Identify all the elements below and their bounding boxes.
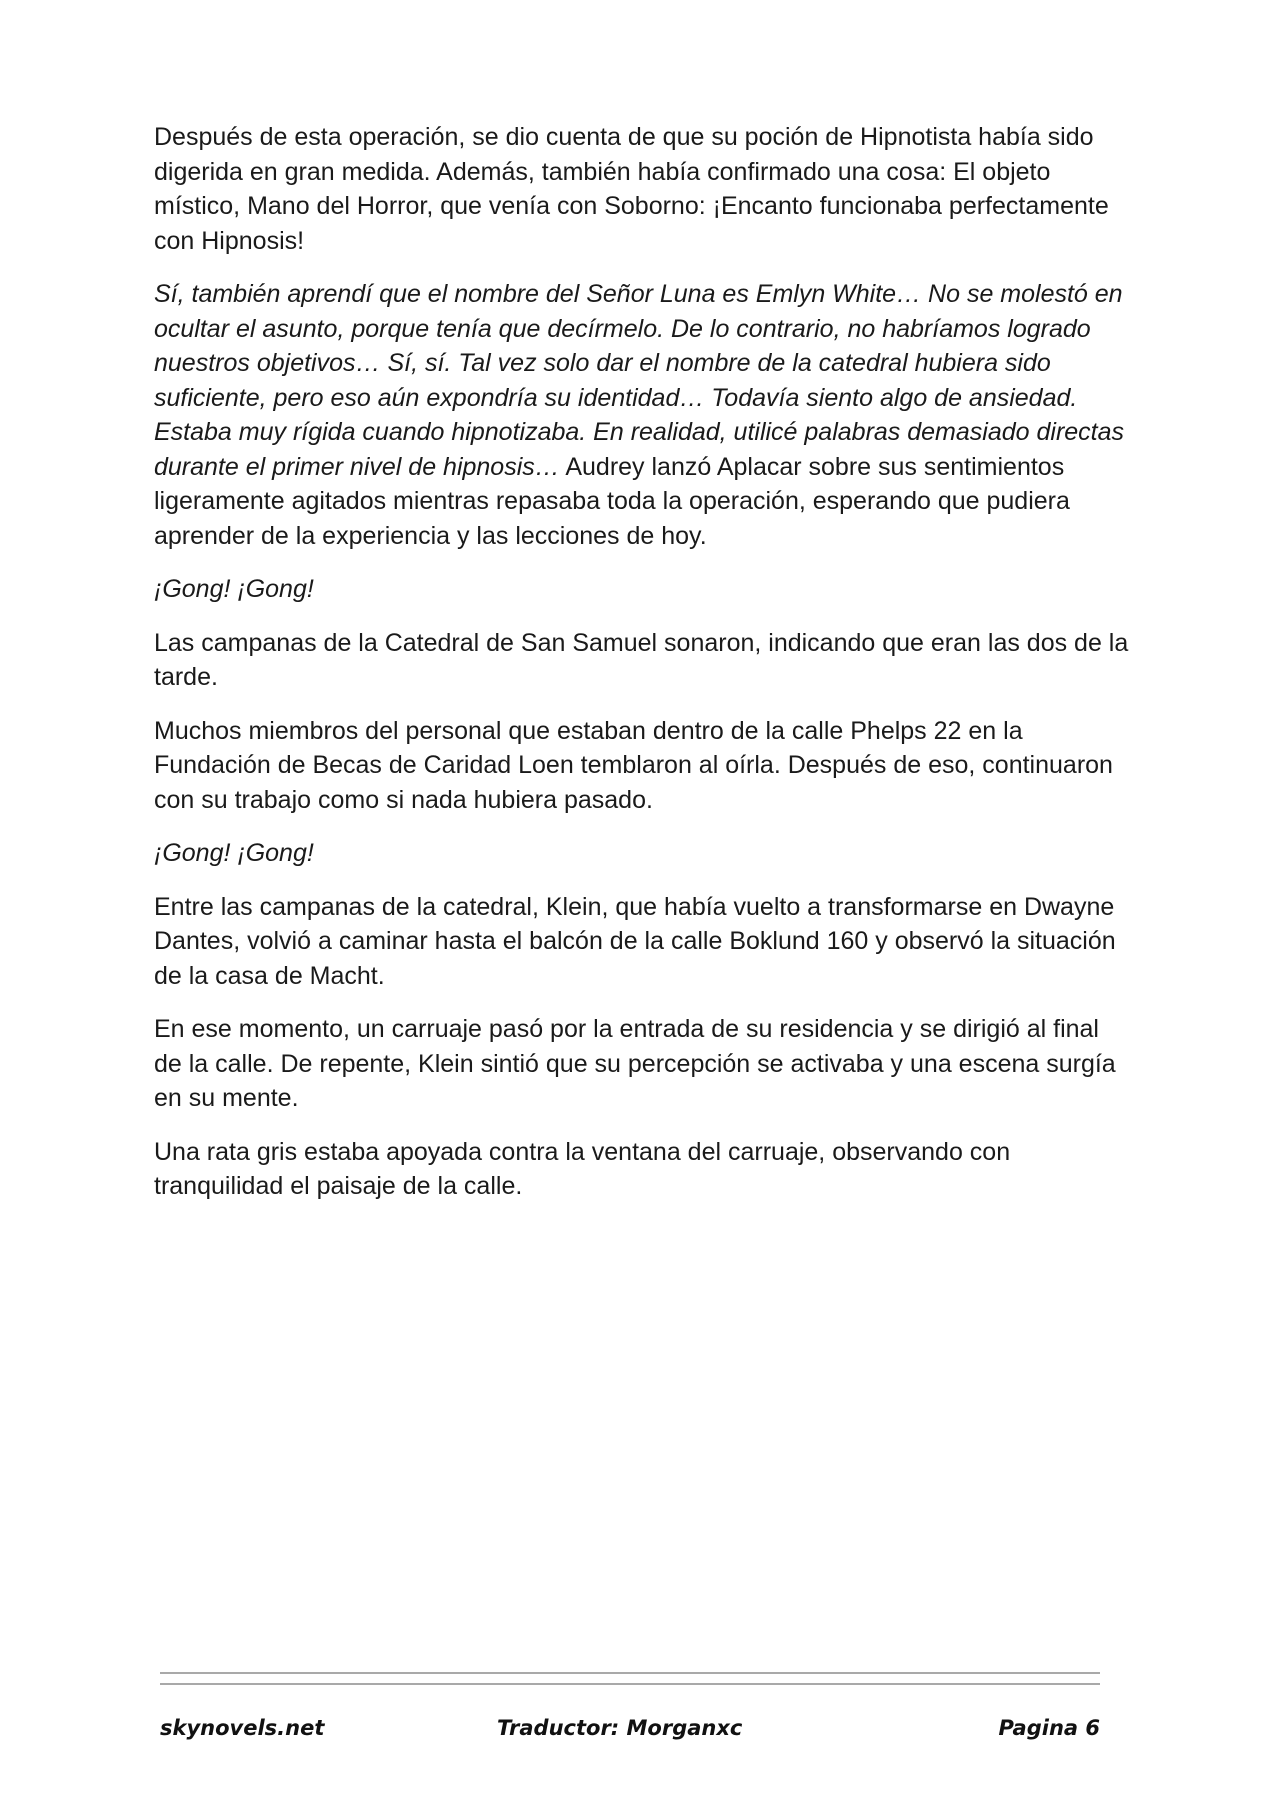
paragraph-text: Después de esta operación, se dio cuenta de que su poción de Hipnotista había sido digerida en gran medida. Además, también había confirmado una cosa: El objeto místico, Mano del Horror, que venía con Soborno: ¡Encanto funcionaba perfectamente con Hipnosis! (154, 123, 1109, 255)
paragraph-8 (154, 1012, 1129, 1116)
footer-translator: Traductor: Morganxc (497, 1716, 743, 1740)
paragraph-4 (154, 626, 1129, 695)
body-text (154, 120, 1129, 1223)
paragraph-text: En ese momento, un carruaje pasó por la entrada de su residencia y se dirigió al final de la calle. De repente, Klein sintió que su percepción se activaba y una escena surgía en su mente. (154, 1015, 1116, 1112)
paragraph-text: Audrey lanzó Aplacar sobre sus sentimientos ligeramente agitados mientras repasaba toda la operación, esperando que pudiera aprender de la experiencia y las lecciones de hoy. (154, 452, 1070, 550)
paragraph-6 (154, 836, 1129, 871)
paragraph-7 (154, 890, 1129, 994)
paragraph-text: Las campanas de la Catedral de San Samuel sonaron, indicando que eran las dos de la tarde. (154, 628, 1129, 691)
page-footer (160, 1716, 1100, 1748)
paragraph-text: Una rata gris estaba apoyada contra la ventana del carruaje, observando con tranquilidad el paisaje de la calle. (154, 1137, 1011, 1200)
paragraph-text: Muchos miembros del personal que estaban dentro de la calle Phelps 22 en la Fundación de Becas de Caridad Loen temblaron al oírla. Después de eso, continuaron con su trabajo como si nada hubiera pasado. (154, 716, 1113, 814)
footer-divider-bottom (160, 1683, 1100, 1685)
paragraph-text: Entre las campanas de la catedral, Klein, que había vuelto a transformarse en Dwayne Dantes, volvió a caminar hasta el balcón de la calle Boklund 160 y observó la situación de la casa de Macht. (154, 892, 1116, 990)
footer-divider-top (160, 1672, 1100, 1674)
paragraph-5 (154, 714, 1129, 818)
paragraph-2 (154, 277, 1129, 553)
paragraph-3 (154, 572, 1129, 607)
paragraph-italic-text: Sí, también aprendí que el nombre del Señor Luna es Emlyn White… No se molestó en ocultar el asunto, porque tenía que decírmelo. De lo contrario, no habríamos logrado nuestros objetivos… Sí, sí. Tal vez solo dar el nombre de la catedral hubiera sido suficiente, pero eso aún expondría su identidad… Todavía siento algo de ansiedad. Estaba muy rígida cuando hipnotizaba. En realidad, utilicé palabras demasiado directas durante el primer nivel de hipnosis… (154, 280, 1125, 481)
sound-effect-text: ¡Gong! ¡Gong! (154, 839, 314, 867)
paragraph-1 (154, 120, 1129, 258)
sound-effect-text: ¡Gong! ¡Gong! (154, 575, 314, 603)
paragraph-9 (154, 1135, 1129, 1204)
footer-page-number: Pagina 6 (998, 1716, 1100, 1740)
footer-site: skynovels.net (160, 1716, 325, 1740)
